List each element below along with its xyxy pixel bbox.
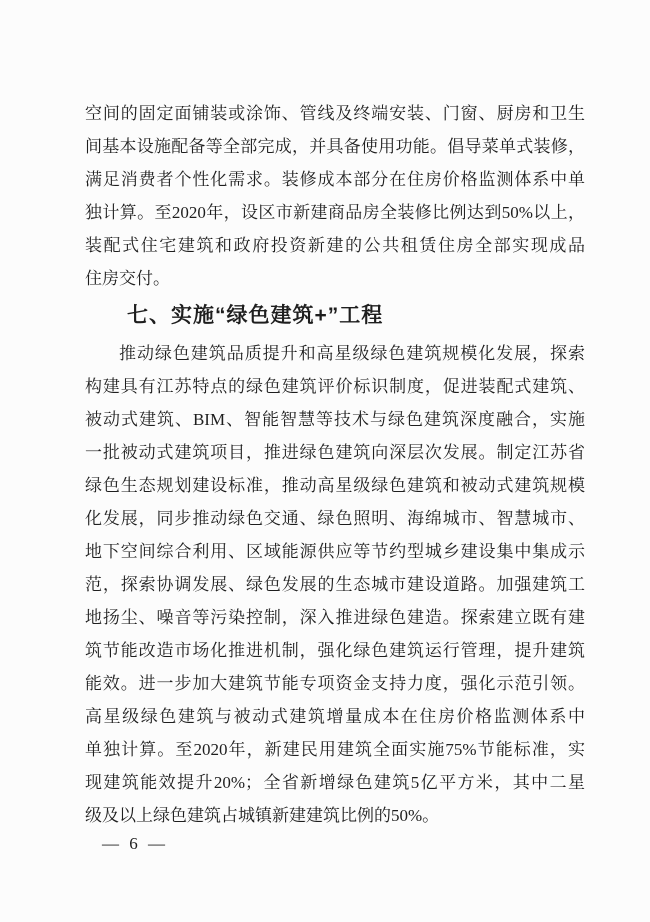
text-line: 满足消费者个性化需求。装修成本部分在住房价格监测体系中单 <box>85 170 585 189</box>
text-line: 间基本设施配备等全部完成，并具备使用功能。倡导菜单式装修， <box>85 137 585 156</box>
paragraph-section-body <box>85 337 585 832</box>
text-line: 绿色生态规划建设标准，推动高星级绿色建筑和被动式建筑规模 <box>85 476 585 495</box>
text-line: 化发展，同步推动绿色交通、绿色照明、海绵城市、智慧城市、 <box>85 509 585 528</box>
text-line: 地下空间综合利用、区域能源供应等节约型城乡建设集中集成示 <box>85 542 585 561</box>
text-line: 范，探索协调发展、绿色发展的生态城市建设道路。加强建筑工 <box>85 575 585 594</box>
text-line: 能效。进一步加大建筑节能专项资金支持力度，强化示范引领。 <box>85 674 585 693</box>
text-line: 高星级绿色建筑与被动式建筑增量成本在住房价格监测体系中 <box>85 707 585 726</box>
text-line: 独计算。至2020年，设区市新建商品房全装修比例达到50%以上， <box>85 203 585 222</box>
text-line: 现建筑能效提升20%；全省新增绿色建筑5亿平方米，其中二星 <box>85 773 585 792</box>
section-heading: 七、实施“绿色建筑+”工程 <box>127 304 384 327</box>
text-line: 级及以上绿色建筑占城镇新建建筑比例的50%。 <box>85 806 440 825</box>
text-line: 筑节能改造市场化推进机制，强化绿色建筑运行管理，提升建筑 <box>85 641 585 660</box>
text-line: 单独计算。至2020年，新建民用建筑全面实施75%节能标准，实 <box>85 740 585 759</box>
text-line: 构建具有江苏特点的绿色建筑评价标识制度，促进装配式建筑、 <box>85 377 585 396</box>
text-line: 推动绿色建筑品质提升和高星级绿色建筑规模化发展，探索 <box>119 344 585 363</box>
document-body <box>85 97 585 832</box>
text-line: 住房交付。 <box>85 269 170 288</box>
text-line: 装配式住宅建筑和政府投资新建的公共租赁住房全部实现成品 <box>85 236 585 255</box>
paragraph-continuation <box>85 97 585 295</box>
page-number: — 6 — <box>102 834 168 853</box>
page-footer <box>102 834 168 854</box>
text-line: 地扬尘、噪音等污染控制，深入推进绿色建造。探索建立既有建 <box>85 608 585 627</box>
text-line: 一批被动式建筑项目，推进绿色建筑向深层次发展。制定江苏省 <box>85 443 585 462</box>
text-line: 被动式建筑、BIM、智能智慧等技术与绿色建筑深度融合，实施 <box>85 410 585 429</box>
text-line: 空间的固定面铺装或涂饰、管线及终端安装、门窗、厨房和卫生 <box>85 104 585 123</box>
